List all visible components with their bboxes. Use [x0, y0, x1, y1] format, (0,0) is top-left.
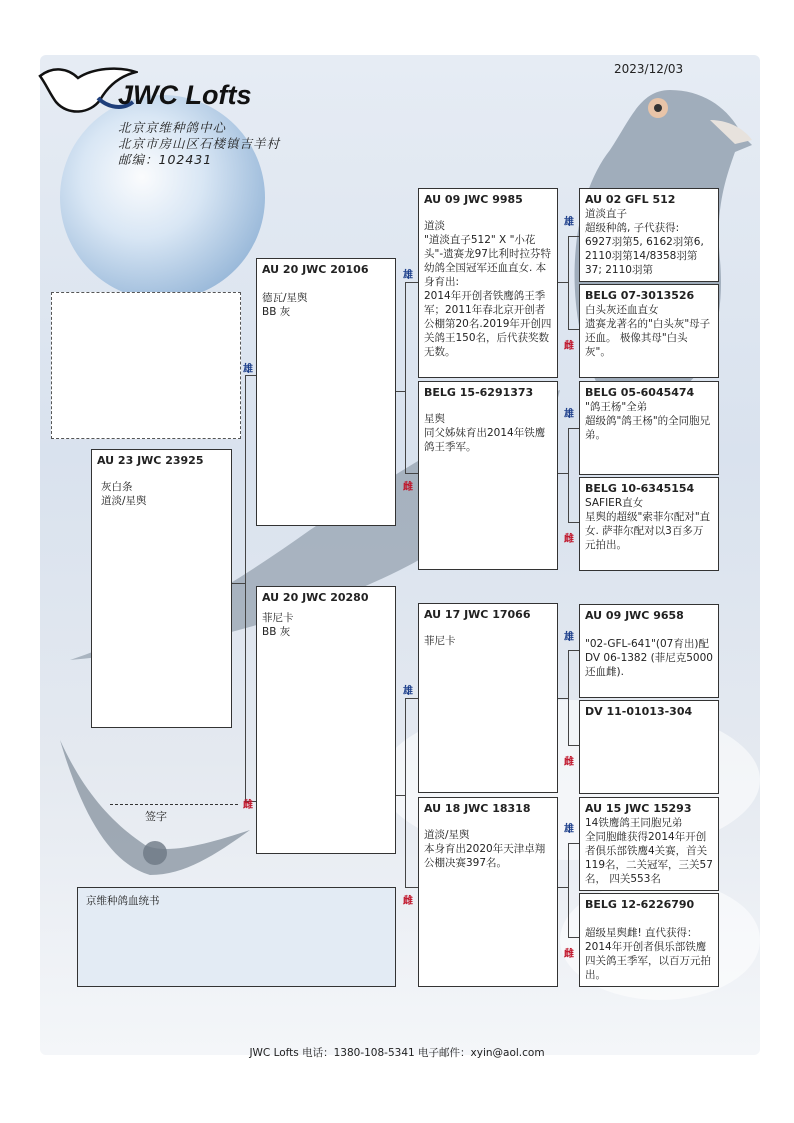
- connector-line: [405, 473, 418, 474]
- signature-line[interactable]: [110, 804, 238, 805]
- ring-number: DV 11-01013-304: [585, 705, 693, 718]
- bird-description: 菲尼卡 BB 灰: [262, 612, 294, 638]
- pedigree-date: 2023/12/03: [614, 62, 684, 76]
- sire-card[interactable]: [256, 258, 396, 526]
- male-marker: 雄: [564, 632, 574, 643]
- female-marker: 雌: [403, 482, 413, 493]
- connector-line: [245, 375, 246, 802]
- sdd-card[interactable]: [579, 477, 719, 571]
- ring-number: AU 20 JWC 20106: [262, 263, 369, 276]
- bird-description: 菲尼卡: [424, 635, 456, 647]
- ring-number: AU 23 JWC 23925: [97, 454, 204, 467]
- sire-dam-card[interactable]: [418, 381, 558, 570]
- bird-description: 超级星舆雌! 直代获得：2014年开创者俱乐部铁鹰四关鸽王季军，以百万元拍出。: [585, 927, 711, 981]
- bird-description: 道淡 "道淡直子512" X "小花头"-遗赛龙97比利时拉芬特幼鸽全国冠军还血直女. 本身育出: 2014年开创者铁鹰鸽王季军；2011年春北京开创者公棚第20名.2019年开创四关鸽王150名，后代获奖数无数。: [424, 220, 552, 358]
- notes-box[interactable]: [77, 887, 396, 987]
- ring-number: BELG 07-3013526: [585, 289, 695, 302]
- bird-description: 白头灰还血直女 遗赛龙著名的"白头灰"母子还血。 极像其母"白头灰"。: [585, 304, 711, 358]
- bird-description: 灰白条 道淡/星舆: [101, 481, 147, 507]
- brand-name: JWC Lofts: [118, 80, 252, 110]
- male-marker: 雄: [403, 270, 413, 281]
- male-marker: 雄: [403, 686, 413, 697]
- female-marker: 雌: [564, 949, 574, 960]
- male-marker: 雄: [243, 364, 253, 375]
- address-block: [118, 120, 280, 168]
- ring-number: AU 02 GFL 512: [585, 193, 676, 206]
- connector-line: [568, 650, 579, 651]
- ring-number: BELG 10-6345154: [585, 482, 695, 495]
- notes-title: 京维种鸽血统书: [86, 895, 160, 907]
- ring-number: BELG 05-6045474: [585, 386, 695, 399]
- female-marker: 雌: [243, 800, 253, 811]
- male-marker: 雄: [564, 217, 574, 228]
- ring-number: AU 18 JWC 18318: [424, 802, 531, 815]
- bird-description: 德瓦/星舆 BB 灰: [262, 292, 308, 318]
- ring-number: AU 15 JWC 15293: [585, 802, 692, 815]
- connector-line: [568, 236, 569, 330]
- sire-sire-card[interactable]: [418, 188, 558, 378]
- ssd-card[interactable]: [579, 284, 719, 378]
- connector-line: [405, 698, 406, 888]
- connector-line: [231, 583, 246, 584]
- female-marker: 雌: [564, 534, 574, 545]
- connector-line: [405, 282, 418, 283]
- subject-card[interactable]: [91, 449, 232, 728]
- connector-line: [568, 650, 569, 746]
- footer-contact: JWC Lofts 电话：1380-108-5341 电子邮件：xyin@aol.com: [249, 1047, 545, 1059]
- bird-description: SAFIER直女 星舆的超级"索菲尔配对"直女. 萨菲尔配对以3百多万元拍出。: [585, 497, 711, 551]
- dss-card[interactable]: [579, 604, 719, 698]
- connector-line: [568, 522, 579, 523]
- connector-line: [568, 428, 579, 429]
- female-marker: 雌: [403, 896, 413, 907]
- bird-description: "02-GFL-641"(07育出)配 DV 06-1382 (菲尼克5000还血雌).: [585, 638, 713, 678]
- ring-number: BELG 12-6226790: [585, 898, 695, 911]
- dsd-card[interactable]: [579, 700, 719, 794]
- bird-photo-placeholder[interactable]: [51, 292, 241, 439]
- ring-number: AU 09 JWC 9658: [585, 609, 684, 622]
- address-line: 北京京维种鸽中心: [118, 120, 227, 135]
- connector-line: [568, 428, 569, 523]
- female-marker: 雌: [564, 757, 574, 768]
- ring-number: BELG 15-6291373: [424, 386, 534, 399]
- bird-description: 星舆 同父姊妹育出2014年铁鹰鸽王季军。: [424, 413, 546, 453]
- ddd-card[interactable]: [579, 893, 719, 987]
- dds-card[interactable]: [579, 797, 719, 891]
- address-line: 北京市房山区石楼镇吉羊村: [118, 136, 281, 151]
- signature-label: 签字: [145, 810, 167, 823]
- male-marker: 雄: [564, 409, 574, 420]
- ring-number: AU 17 JWC 17066: [424, 608, 531, 621]
- connector-line: [568, 329, 579, 330]
- bird-description: 14铁鹰鸽王同胞兄弟 全同胞雌获得2014年开创者俱乐部铁鹰4关赛，首关119名，二关冠军，三关57名， 四关553名: [585, 817, 713, 885]
- female-marker: 雌: [564, 341, 574, 352]
- connector-line: [405, 698, 418, 699]
- connector-line: [568, 843, 579, 844]
- connector-line: [405, 282, 406, 474]
- ring-number: AU 09 JWC 9985: [424, 193, 523, 206]
- bird-description: 道淡直子 超级种鸽, 子代获得: 6927羽第5, 6162羽第6, 2110羽第14/8358羽第37; 2110羽第: [585, 208, 704, 276]
- dam-card[interactable]: [256, 586, 396, 854]
- connector-line: [568, 236, 579, 237]
- connector-line: [405, 887, 418, 888]
- address-line: 邮编：102431: [118, 152, 213, 167]
- connector-line: [568, 745, 579, 746]
- connector-line: [568, 843, 569, 938]
- male-marker: 雄: [564, 824, 574, 835]
- connector-line: [568, 937, 579, 938]
- ring-number: AU 20 JWC 20280: [262, 591, 369, 604]
- sss-card[interactable]: [579, 188, 719, 282]
- dam-sire-card[interactable]: [418, 603, 558, 793]
- bird-description: "鸽王杨"全弟 超级鸽"鸽王杨"的全同胞兄弟。: [585, 401, 711, 441]
- sds-card[interactable]: [579, 381, 719, 475]
- dam-dam-card[interactable]: [418, 797, 558, 987]
- bird-description: 道淡/星舆 本身育出2020年天津卓翔公棚决赛397名。: [424, 829, 546, 869]
